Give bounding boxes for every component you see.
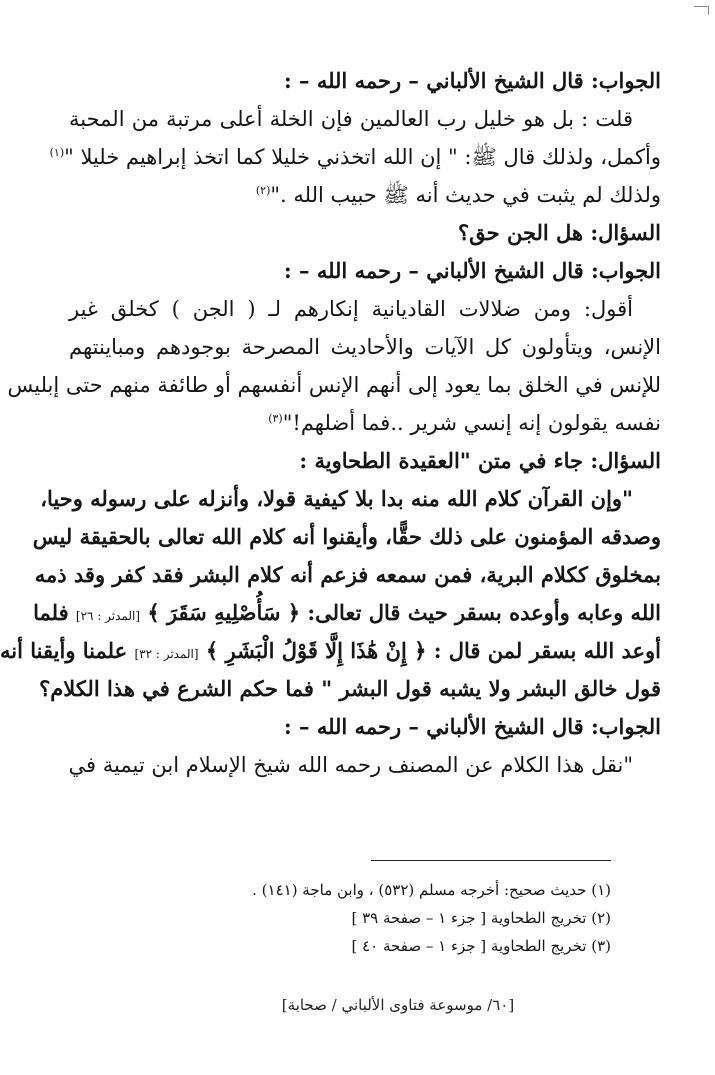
quote-text: فلما: [33, 600, 69, 625]
text-line: "نقل هذا الكلام عن المصنف رحمه الله شيخ الإسلام ابن تيمية في: [68, 753, 633, 777]
text-line-content: وأكمل، ولذلك قال ﷺ: " إن الله اتخذني خليلا كما اتخذ إبراهيم خليلا ": [64, 145, 661, 169]
answer-heading-3: الجواب: قال الشيخ الألباني – رحمه الله – :: [283, 714, 661, 739]
quote-line: بمخلوق ككلام البرية، فمن سمعه فزعم أنه كلام البشر فقد كفر وقد ذمه: [34, 562, 661, 587]
quran-reference: [المدثر : ٣٢]: [134, 647, 199, 661]
footnote-3: (٣) تخريج الطحاوية [ جزء ١ – صفحة ٤٠ ]: [351, 937, 611, 955]
footnote-divider: [371, 860, 611, 861]
quote-text: علمنا وأيقنا أنه: [0, 638, 128, 663]
text-line: الإنس، ويتأولون كل الآيات والأحاديث المصرحة بوجودهم ومباينتهم: [69, 335, 661, 359]
footnote-2: (٢) تخريج الطحاوية [ جزء ١ – صفحة ٣٩ ]: [351, 909, 611, 927]
text-line: أقول: ومن ضلالات القاديانية إنكارهم لـ ( الجن ) كخلق غير: [69, 297, 633, 321]
text-line: [49, 138, 661, 176]
quote-line: [0, 632, 661, 670]
quote-text: الله وعابه وأوعده بسقر حيث قال تعالى: ﴿ سَأُصْلِيهِ سَقَرَ ﴾: [147, 600, 661, 625]
quran-reference: [المدثر : ٢٦]: [75, 609, 141, 623]
footnote-ref-2: (٢): [255, 184, 271, 197]
quote-line: قول خالق البشر ولا يشبه قول البشر " فما حكم الشرع في هذا الكلام؟: [39, 676, 661, 701]
page-footer-text: [٦٠/ موسوعة فتاوى الألباني / صحابة]: [281, 996, 515, 1014]
text-line: للإنس في الخلق بما يعود إلى أنهم الإنس أنفسهم أو طائفة منهم حتى إبليس: [7, 373, 661, 397]
footnote-ref-1: (١): [49, 146, 65, 159]
corner-crop-mark: [694, 6, 709, 15]
main-text: [0, 62, 661, 784]
answer-heading-2: الجواب: قال الشيخ الألباني – رحمه الله – :: [283, 258, 661, 283]
text-line: [69, 404, 661, 442]
question-heading-1: السؤال: هل الجن حق؟: [458, 220, 661, 245]
quote-line: "وإن القرآن كلام الله منه بدا بلا كيفية قولا، وأنزله على رسوله وحيا،: [40, 486, 633, 511]
text-line: قلت : بل هو خليل رب العالمين فإن الخلة أعلى مرتبة من المحبة: [69, 107, 633, 131]
question-heading-2: السؤال: جاء في متن "العقيدة الطحاوية :: [299, 448, 661, 473]
page-footer: [21, 996, 715, 1014]
quote-line: وصدقه المؤمنون على ذلك حقًّا، وأيقنوا أنه كلام الله تعالى بالحقيقة ليس: [32, 524, 661, 549]
quote-line: [33, 594, 661, 632]
footnote-ref-3: (٣): [268, 412, 283, 425]
text-line-content: ولذلك لم يثبت في حديث أنه ﷺ حبيب الله .": [270, 183, 661, 207]
quote-text: أوعد الله بسقر لمن قال : ﴿ إِنْ هَٰذَا إِلَّا قَوْلُ الْبَشَرِ ﴾: [205, 638, 661, 663]
text-line-content: نفسه يقولون إنه إنسي شرير ..فما أضلهم!": [282, 411, 661, 435]
footnote-1: (١) حديث صحيح: أخرجه مسلم (٥٣٢) ، وابن ماجة (١٤١) .: [252, 881, 611, 899]
text-line: [69, 176, 661, 214]
footnotes: [81, 876, 611, 960]
answer-heading-1: الجواب: قال الشيخ الألباني – رحمه الله – :: [283, 68, 661, 93]
